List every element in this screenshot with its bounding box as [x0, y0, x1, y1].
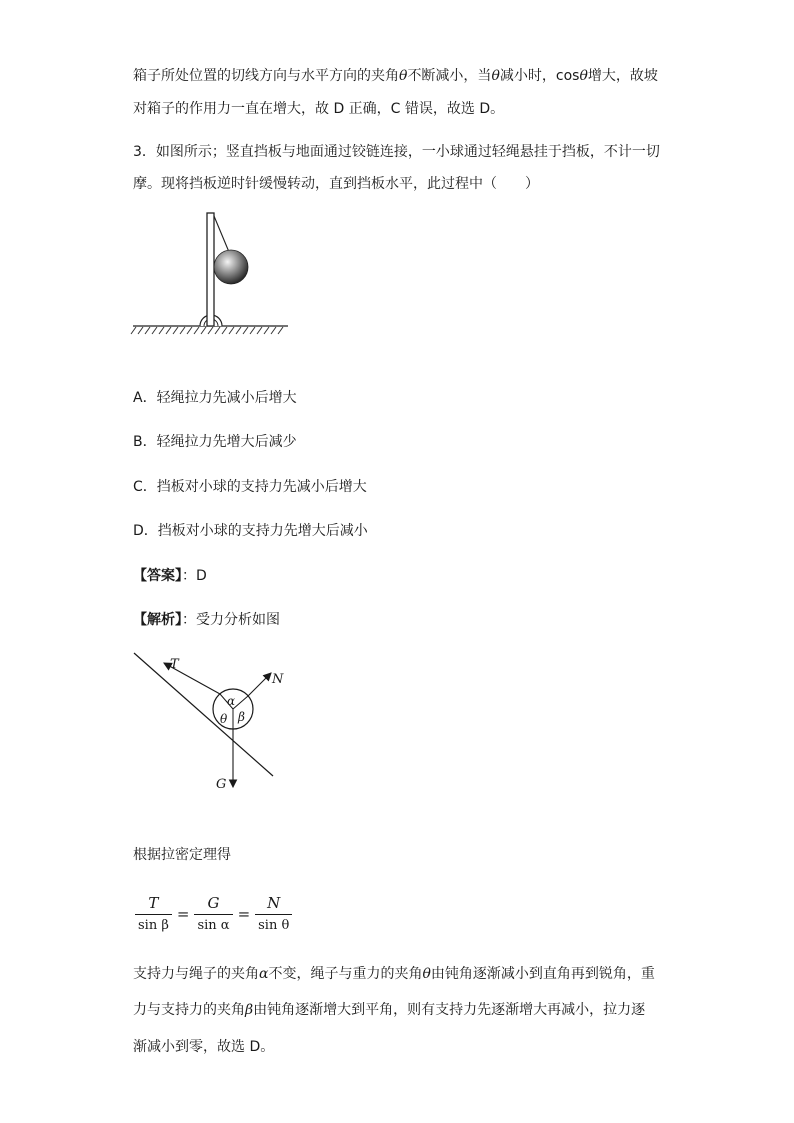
answer-label: 【答案】	[133, 568, 182, 584]
conclusion-line-2	[133, 1000, 645, 1020]
fraction-g-denominator: sin α	[194, 914, 232, 935]
prev-text-1b: 不断减小，当	[407, 68, 492, 84]
answer-separator: ：	[182, 568, 196, 584]
question-text-line-2: 摩。现将挡板逆时针缓慢转动，直到挡板水平，此过程中（ ）	[133, 176, 539, 192]
answer-value: D	[196, 568, 207, 584]
normal-arrow	[248, 673, 271, 696]
fraction-n	[255, 894, 292, 935]
theta-symbol: θ	[422, 966, 431, 982]
theta-symbol: θ	[399, 68, 408, 84]
label-beta: β	[238, 710, 245, 724]
answer-line	[133, 566, 207, 586]
prev-text-1a: 箱子所处位置的切线方向与水平方向的夹角	[133, 68, 399, 84]
fraction-g-numerator: G	[207, 893, 220, 912]
alpha-symbol: α	[259, 966, 269, 982]
fraction-g	[194, 894, 232, 935]
label-g: G	[216, 777, 227, 792]
label-n: N	[272, 672, 284, 687]
conclusion-line-1	[133, 964, 655, 984]
label-t: T	[170, 657, 179, 672]
fraction-t-denominator: sin β	[135, 914, 172, 935]
option-c: C．挡板对小球的支持力先减小后增大	[133, 479, 367, 495]
analysis-line	[133, 610, 280, 630]
force-diagram	[130, 645, 290, 800]
option-d: D．挡板对小球的支持力先增大后减小	[133, 523, 368, 539]
setup-figure	[128, 210, 298, 340]
theta-symbol: θ	[491, 68, 500, 84]
analysis-text: 受力分析如图	[196, 612, 280, 628]
conclusion-text-2b: 由钝角逐渐增大到平角，则有支持力先逐渐增大再减小，拉力逐	[253, 1002, 646, 1018]
prev-text-1d: 增大，故坡	[587, 68, 658, 84]
label-alpha: α	[227, 694, 236, 708]
beta-symbol: β	[245, 1002, 254, 1018]
conclusion-line-3: 渐减小到零，故选 D。	[133, 1039, 275, 1055]
label-theta: θ	[220, 712, 228, 726]
vertical-board	[207, 213, 214, 326]
ball	[214, 250, 248, 284]
conclusion-text-1b: 不变，绳子与重力的夹角	[268, 966, 423, 982]
analysis-label: 【解析】	[133, 612, 182, 628]
conclusion-text-1a: 支持力与绳子的夹角	[133, 966, 259, 982]
fraction-t	[135, 894, 172, 935]
prev-text-line-1	[133, 66, 658, 86]
lami-formula	[133, 890, 294, 938]
law-intro: 根据拉密定理得	[133, 847, 231, 863]
prev-text-1c: 减小时，cos	[499, 68, 580, 84]
option-a: A．轻绳拉力先减小后增大	[133, 390, 297, 406]
ground-hatching	[131, 326, 288, 334]
equals-sign: =	[176, 905, 190, 923]
option-b: B．轻绳拉力先增大后减少	[133, 434, 297, 450]
fraction-t-numerator: T	[148, 893, 159, 912]
conclusion-text-2a: 力与支持力的夹角	[133, 1002, 245, 1018]
prev-text-line-2: 对箱子的作用力一直在增大，故 D 正确，C 错误，故选 D。	[133, 101, 505, 117]
analysis-separator: ：	[182, 612, 196, 628]
conclusion-text-1c: 由钝角逐渐减小到直角再到锐角，重	[430, 966, 655, 982]
equals-sign: =	[237, 905, 251, 923]
fraction-n-denominator: sin θ	[255, 914, 292, 935]
fraction-n-numerator: N	[267, 893, 281, 912]
rope	[214, 216, 229, 252]
question-text-line-1: 3．如图所示；竖直挡板与地面通过铰链连接，一小球通过轻绳悬挂于挡板，不计一切	[133, 144, 660, 160]
theta-symbol: θ	[579, 68, 588, 84]
